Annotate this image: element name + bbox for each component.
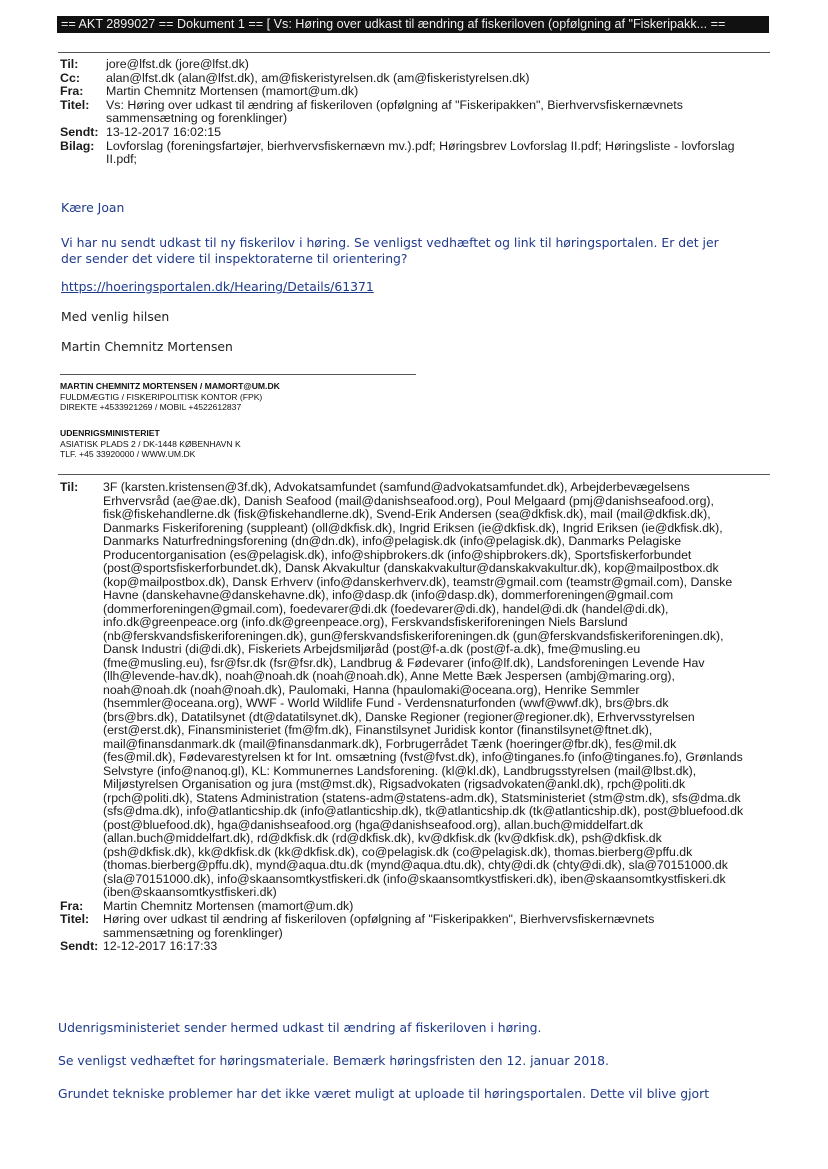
title-value <box>106 99 765 126</box>
cc-value: alan@lfst.dk (alan@lfst.dk), am@fiskeristyrelsen.dk (am@fiskeristyrelsen.dk) <box>106 70 530 85</box>
from-value: Martin Chemnitz Mortensen (mamort@um.dk) <box>106 84 359 99</box>
recipient-line: (sfs@dma.dk), info@atlanticship.dk (info@atlanticship.dk), tk@atlanticship.dk (tk@atlanticship.dk), post@bluefood.dk <box>103 804 744 818</box>
recipient-line: noah@noah.dk (noah@noah.dk), Paulomaki, Hanna (hpaulomaki@oceana.org), Henrike Semmler <box>103 682 640 697</box>
recipient-line: (iben@skaansomtkystfiskeri.dk) <box>103 885 277 899</box>
recipient-line: Selvstyre (info@nanoq.gl), KL: Kommunernes Landsforening. (kl@kl.dk), Landbrugsstyrelsen (mail@lbst.dk), <box>103 763 697 778</box>
top-rule <box>58 52 770 53</box>
title2-line-1: Høring over udkast til ændring af fiskeriloven (opfølgning af "Fiskeripakken", Bierhvervsfiskernævnets <box>103 912 655 926</box>
signature-block-person <box>60 381 280 413</box>
signature-rule <box>60 374 416 375</box>
recipient-line: info.dk@greenpeace.org (info.dk@greenpeace.org), Ferskvandsfiskeriforeningen Niels Barslund <box>103 615 628 629</box>
recipient-line: (kop@mailpostbox.dk), Dansk Erhverv (info@danskerhverv.dk), teamstr@gmail.com (teamstr@gmail.com), Danske <box>103 574 733 589</box>
message2-para-3: Grundet tekniske problemer har det ikke været muligt at uploade til høringsportalen. Dette vil blive gjort <box>58 1086 710 1101</box>
to-label-2: Til: <box>60 480 79 494</box>
recipient-line: (post@bluefood.dk), hga@danishseafood.org (hga@danishseafood.org), allan.buch@middelfart.dk <box>103 817 644 832</box>
from-value-2: Martin Chemnitz Mortensen (mamort@um.dk) <box>103 898 354 913</box>
recipient-line: 3F (karsten.kristensen@3f.dk), Advokatsamfundet (samfund@advokatsamfundet.dk), Arbejderbevægelsens <box>103 480 690 494</box>
signature-name: MARTIN CHEMNITZ MORTENSEN / MAMORT@UM.DK <box>60 381 280 391</box>
recipient-line: (fes@mil.dk), Fødevarestyrelsen kt for Int. omsætning (fvst@fvst.dk), info@tinganes.fo (info@tinganes.fo), Grønlands <box>103 750 743 764</box>
recipient-line: fisk@fiskehandlerne.dk (fisk@fiskehandlerne.dk), Svend-Erik Andersen (sea@dkfisk.dk), mail (mail@dkfisk.dk), <box>103 507 711 521</box>
message1-para-line-1: Vi har nu sendt udkast til ny fiskerilov i høring. Se venligst vedhæftet og link til høringsportalen. Er det jer <box>61 235 719 250</box>
signature-block-org <box>60 428 241 460</box>
title-line-1: Vs: Høring over udkast til ændring af fiskeriloven (opfølgning af "Fiskeripakken", Bierhvervsfiskernævnets <box>106 97 683 112</box>
sent-value: 13-12-2017 16:02:15 <box>106 124 222 139</box>
email-header-2 <box>60 481 765 954</box>
message2-para-2: Se venligst vedhæftet for høringsmateriale. Bemærk høringsfristen den 12. januar 2018. <box>58 1053 609 1068</box>
recipient-line: Danmarks Fiskeriforening (suppleant) (oll@dkfisk.dk), Ingrid Eriksen (ie@dkfisk.dk), Ingrid Eriksen (ie@dkfisk.dk), <box>103 520 723 535</box>
recipient-line: (allan.buch@middelfart.dk), rd@dkfisk.dk (rd@dkfisk.dk), kv@dkfisk.dk (kv@dkfisk.dk), psh@dkfisk.dk <box>103 831 662 845</box>
akt-header-bar: == AKT 2899027 == Dokument 1 == [ Vs: Høring over udkast til ændring af fiskeriloven (opfølgning af "Fiskeripakk... == <box>57 16 769 33</box>
attachment-line-2: II.pdf; <box>106 152 137 167</box>
cc-label: Cc: <box>60 70 80 85</box>
signature-org: UDENRIGSMINISTERIET <box>60 428 160 438</box>
message1-para-line-2: der sender det videre til inspektoraterne til orientering? <box>61 251 408 266</box>
recipient-line: (post@sportsfiskerforbundet.dk), Dansk Akvakultur (danskakvakultur@danskakvakultur.dk), kop@mailpostbox.dk <box>103 561 719 575</box>
recipient-line: (thomas.bierberg@pffu.dk), mynd@aqua.dtu.dk (mynd@aqua.dtu.dk), chty@di.dk (chty@di.dk), sla@70151000.dk <box>103 858 728 872</box>
to-value: jore@lfst.dk (jore@lfst.dk) <box>106 57 249 71</box>
recipient-line: (nb@ferskvandsfiskeriforeningen.dk), gun@ferskvandsfiskeriforeningen.dk (gun@ferskvandsfiskeriforeningen.dk), <box>103 628 724 643</box>
email-header-1 <box>60 58 765 167</box>
title-label: Titel: <box>60 97 90 112</box>
recipient-line: (hsemmler@oceana.org), WWF - World Wildlife Fund - Verdensnaturfonden (wwf@wwf.dk), brs@brs.dk <box>103 696 669 710</box>
recipient-line: (rpch@politi.dk), Statens Administration (statens-adm@statens-adm.dk), Statsministeriet (stm@stm.dk), sfs@dma.dk <box>103 790 741 805</box>
recipient-line: (fme@musling.eu), fsr@fsr.dk (fsr@fsr.dk), Landbrug & Fødevarer (info@lf.dk), Landsforeningen Levende Hav <box>103 655 705 670</box>
recipient-line: Producentorganisation (es@pelagisk.dk), info@shipbrokers.dk (info@shipbrokers.dk), Sportsfiskerforbundet <box>103 547 692 562</box>
signature-phone: DIREKTE +4533921269 / MOBIL +4522612837 <box>60 402 242 413</box>
recipient-line: (dommerforeningen@gmail.com), foedevarer@di.dk (foedevarer@di.dk), handel@di.dk (handel@di.dk), <box>103 601 669 616</box>
sent-value-2: 12-12-2017 16:17:33 <box>103 939 218 953</box>
from-label: Fra: <box>60 84 84 99</box>
recipient-line: Dansk Industri (di@di.dk), Fiskeriets Arbejdsmiljøråd (post@f-a.dk (post@f-a.dk), fme@musling.eu <box>103 642 641 656</box>
recipient-line: (erst@erst.dk), Finansministeriet (fm@fm.dk), Finanstilsynet Juridisk kontor (finanstilsynet@ftnet.dk), <box>103 723 653 737</box>
forward-rule <box>58 474 770 475</box>
sender-name: Martin Chemnitz Mortensen <box>61 339 233 354</box>
from-label-2: Fra: <box>60 898 84 913</box>
to-label: Til: <box>60 57 79 71</box>
signature-title: FULDMÆGTIG / FISKERIPOLITISK KONTOR (FPK) <box>60 391 263 402</box>
closing: Med venlig hilsen <box>61 309 170 324</box>
recipient-line: (psh@dkfisk.dk), kk@dkfisk.dk (kk@dkfisk.dk), co@pelagisk.dk (co@pelagisk.dk), thomas.bierberg@pffu.dk <box>103 844 693 859</box>
signature-contact: TLF. +45 33920000 / WWW.UM.DK <box>60 449 196 460</box>
sent-label-2: Sendt: <box>60 939 99 953</box>
sent-label: Sendt: <box>60 124 99 139</box>
attachment-line-1: Lovforslag (foreningsfartøjer, bierhvervsfiskernævn mv.).pdf; Høringsbrev Lovforslag II.pdf; Høringsliste - lovforslag <box>106 138 735 153</box>
recipient-line: Miljøstyrelsen Organisation og jura (mst@mst.dk), Rigsadvokaten (rigsadvokaten@ankl.dk), rpch@politi.dk <box>103 777 686 791</box>
title2-line-2: sammensætning og forenklinger) <box>103 925 283 940</box>
recipient-list <box>103 481 765 900</box>
attachment-value <box>106 140 765 167</box>
signature-address: ASIATISK PLADS 2 / DK-1448 KØBENHAVN K <box>60 438 241 449</box>
recipient-line: mail@finansdanmark.dk (mail@finansdanmark.dk), Forbrugerrådet Tænk (hoeringer@fbr.dk), fes@mil.dk <box>103 736 677 751</box>
recipient-line: (sla@70151000.dk), info@skaansomtkystfiskeri.dk (info@skaansomtkystfiskeri.dk), iben@skaansomtkystfiskeri.dk <box>103 871 726 886</box>
recipient-line: Danmarks Naturfredningsforening (dn@dn.dk), info@pelagisk.dk (info@pelagisk.dk), Danmarks Pelagiske <box>103 534 682 548</box>
title-value-2 <box>103 913 765 940</box>
title-line-2: sammensætning og forenklinger) <box>106 111 288 126</box>
greeting: Kære Joan <box>61 200 125 215</box>
recipient-line: (llh@levende-hav.dk), noah@noah.dk (noah@noah.dk), Anne Mette Bæk Jespersen (ambj@maring.org), <box>103 669 675 683</box>
message2-para-1: Udenrigsministeriet sender hermed udkast til ændring af fiskeriloven i høring. <box>58 1020 542 1035</box>
recipient-line: Erhvervsråd (ae@ae.dk), Danish Seafood (mail@danishseafood.org), Poul Melgaard (pmj@danishseafood.org), <box>103 493 714 508</box>
recipient-line: (brs@brs.dk), Datatilsynet (dt@datatilsynet.dk), Danske Regioner (regioner@regioner.dk), Erhvervsstyrelsen <box>103 709 695 724</box>
title-label-2: Titel: <box>60 912 90 926</box>
hearing-portal-link[interactable]: https://hoeringsportalen.dk/Hearing/Details/61371 <box>61 279 374 294</box>
attachment-label: Bilag: <box>60 138 95 153</box>
recipient-line: Havne (danskehavne@danskehavne.dk), info@dasp.dk (info@dasp.dk), dommerforeningen@gmail.com <box>103 588 674 602</box>
